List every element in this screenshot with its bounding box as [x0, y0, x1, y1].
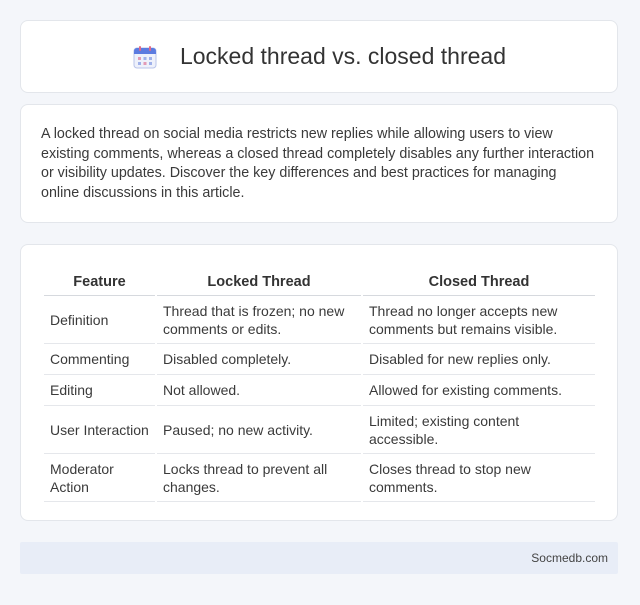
footer-site-label: Socmedb.com: [531, 551, 608, 565]
column-header-closed: Closed Thread: [363, 265, 595, 296]
intro-paragraph: A locked thread on social media restricts new replies while allowing users to view existing comments, whereas a closed thread completely disables any further interaction or visibility updates. Discover the key differences and best practices for managing online discussions in this article.: [41, 126, 595, 201]
row-closed-cell: Thread no longer accepts new comments but remains visible.: [363, 296, 595, 344]
page-title: Locked thread vs. closed thread: [179, 43, 507, 69]
row-locked-cell: Paused; no new activity.: [157, 406, 361, 454]
column-header-locked: Locked Thread: [157, 265, 361, 296]
table-header-row: [44, 265, 595, 296]
row-locked-cell: Not allowed.: [157, 375, 361, 406]
footer: [20, 542, 618, 574]
row-feature-cell: User Interaction: [44, 406, 155, 454]
table-row: [44, 375, 595, 406]
row-feature-cell: Definition: [44, 296, 155, 344]
column-header-feature: Feature: [44, 265, 155, 296]
title-card: [20, 20, 618, 93]
row-feature-cell: Editing: [44, 375, 155, 406]
comparison-table: [42, 265, 597, 502]
row-locked-cell: Locks thread to prevent all changes.: [157, 454, 361, 502]
row-feature-cell: Commenting: [44, 344, 155, 375]
intro-card: [20, 104, 618, 223]
row-closed-cell: Allowed for existing comments.: [363, 375, 595, 406]
comparison-card: [20, 244, 618, 521]
row-feature-cell: Moderator Action: [44, 454, 155, 502]
table-row: [44, 344, 595, 375]
row-locked-cell: Disabled completely.: [157, 344, 361, 375]
row-closed-cell: Closes thread to stop new comments.: [363, 454, 595, 502]
table-row: [44, 406, 595, 454]
table-row: [44, 454, 595, 502]
row-locked-cell: Thread that is frozen; no new comments or edits.: [157, 296, 361, 344]
table-row: [44, 296, 595, 344]
calendar-icon: [132, 44, 158, 70]
row-closed-cell: Limited; existing content accessible.: [363, 406, 595, 454]
row-closed-cell: Disabled for new replies only.: [363, 344, 595, 375]
